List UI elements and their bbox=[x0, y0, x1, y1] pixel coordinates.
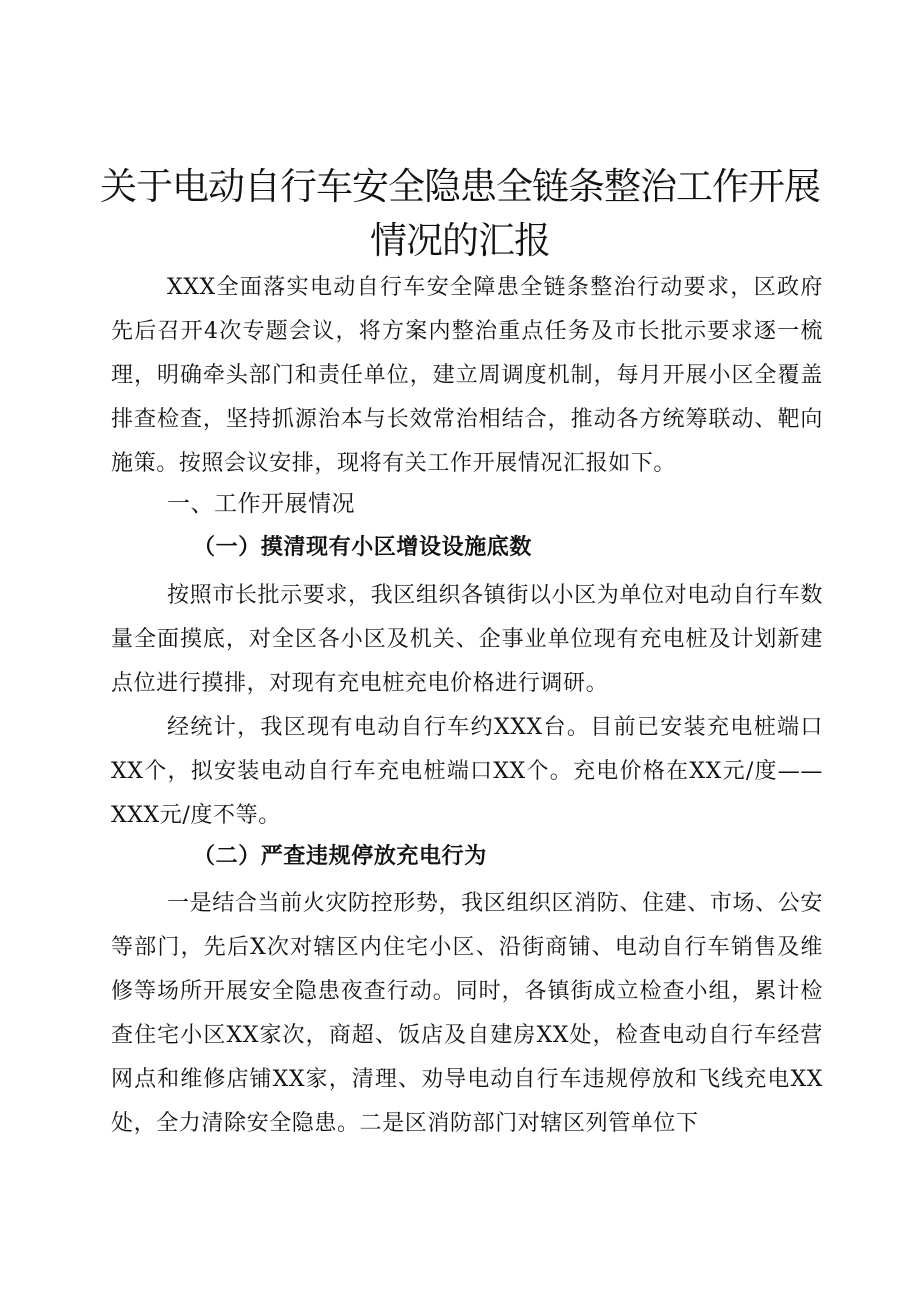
baseline-paragraph-2: 经统计，我区现有电动自行车约XXX台。目前已安装充电桩端口XX个，拟安装电动自行车充电桩端口XX个。充电价格在XX元/度——XXX元/度不等。 bbox=[111, 715, 823, 828]
subsection-heading-violations: （二）严查违规停放充电行为 bbox=[193, 843, 487, 869]
baseline-paragraph-1: 按照市长批示要求，我区组织各镇街以小区为单位对电动自行车数量全面摸底，对全区各小区及机关、企事业单位现有充电桩及计划新建点位进行摸排，对现有充电桩充电价格进行调研。 bbox=[111, 583, 823, 696]
violations-paragraph: 一是结合当前火灾防控形势，我区组织区消防、住建、市场、公安等部门，先后X次对辖区内住宅小区、沿街商铺、电动自行车销售及维修等场所开展安全隐患夜查行动。同时，各镇街成立检查小组，累计检查住宅小区XX家次，商超、饭店及自建房XX处，检查电动自行车经营网点和维修店铺XX家，清理、劝导电动自行车违规停放和飞线充电XX处，全力清除安全隐患。二是区消防部门对辖区列管单位下 bbox=[111, 891, 823, 1136]
subsection-heading-baseline: （一）摸清现有小区增设设施底数 bbox=[193, 534, 533, 560]
document-title: 关于电动自行车安全隐患全链条整治工作开展情况的汇报 bbox=[100, 165, 820, 262]
intro-paragraph: XXX全面落实电动自行车安全障患全链条整治行动要求，区政府先后召开4次专题会议，将方案内整治重点任务及市长批示要求逐一梳理，明确牵头部门和责任单位，建立周调度机制，每月开展小区全覆盖排查检查，坚持抓源治本与长效常治相结合，推动各方统筹联动、靶向施策。按照会议安排，现将有关工作开展情况汇报如下。 bbox=[111, 275, 823, 476]
section-heading-work-status: 一、工作开展情况 bbox=[167, 491, 355, 517]
